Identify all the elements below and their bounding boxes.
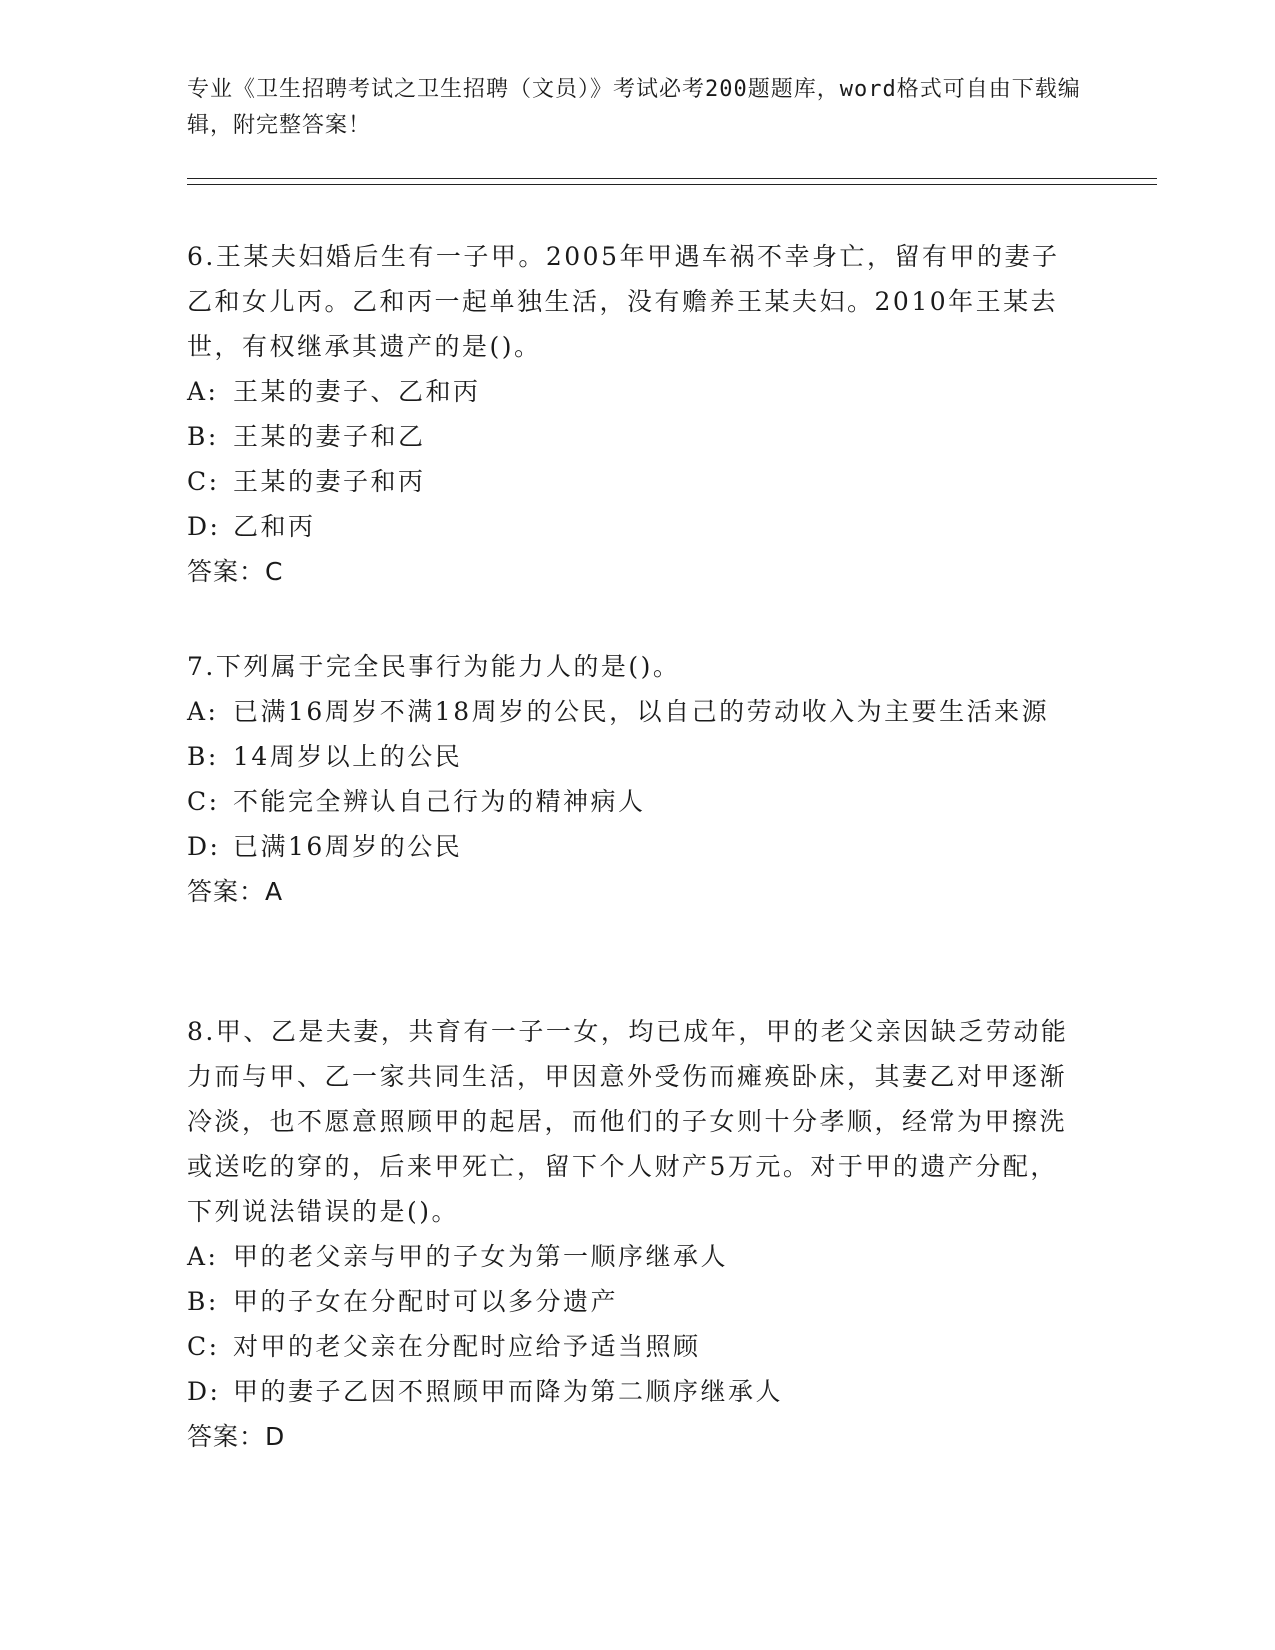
option-b	[187, 414, 1077, 459]
option-key: A:	[187, 1242, 219, 1271]
header-text: 专业《卫生招聘考试之卫生招聘（文员）》考试必考200题题库，word格式可自由下载编辑，附完整答案！	[187, 77, 1081, 138]
option-c	[187, 1324, 1077, 1369]
option-c	[187, 779, 1077, 824]
question-stem: 6.王某夫妇婚后生有一子甲。2005年甲遇车祸不幸身亡，留有甲的妻子乙和女儿丙。乙和丙一起单独生活，没有赡养王某夫妇。2010年王某去世，有权继承其遗产的是()。	[187, 242, 1060, 361]
option-text: 已满16周岁的公民	[233, 832, 463, 861]
option-b	[187, 1279, 1077, 1324]
option-a	[187, 369, 1077, 414]
option-text: 甲的老父亲与甲的子女为第一顺序继承人	[233, 1242, 729, 1271]
option-d	[187, 824, 1077, 869]
option-key: C:	[187, 787, 220, 816]
option-key: D:	[187, 512, 221, 541]
option-text: 甲的妻子乙因不照顾甲而降为第二顺序继承人	[233, 1377, 784, 1406]
question-stem: 8.甲、乙是夫妻，共育有一子一女，均已成年，甲的老父亲因缺乏劳动能力而与甲、乙一家共同生活，甲因意外受伤而瘫痪卧床，其妻乙对甲逐渐冷淡，也不愿意照顾甲的起居，而他们的子女则十分孝顺，经常为甲擦洗或送吃的穿的，后来甲死亡，留下个人财产5万元。对于甲的遗产分配，下列说法错误的是()。	[187, 1017, 1069, 1226]
question-stem: 7.下列属于完全民事行为能力人的是()。	[187, 652, 681, 681]
option-a	[187, 1234, 1077, 1279]
option-text: 对甲的老父亲在分配时应给予适当照顾	[233, 1332, 701, 1361]
option-c	[187, 459, 1077, 504]
option-d	[187, 504, 1077, 549]
option-text: 14周岁以上的公民	[233, 742, 463, 771]
option-key: A:	[187, 697, 219, 726]
option-text: 乙和丙	[233, 512, 316, 541]
question-7	[187, 644, 1077, 914]
question-6	[187, 234, 1077, 594]
option-text: 已满16周岁不满18周岁的公民，以自己的劳动收入为主要生活来源	[233, 697, 1050, 726]
option-key: A:	[187, 377, 219, 406]
header-divider-bottom	[187, 184, 1157, 185]
option-text: 王某的妻子和乙	[233, 422, 426, 451]
answer-line: 答案：C	[187, 557, 284, 586]
answer-line: 答案：D	[187, 1422, 286, 1451]
option-text: 王某的妻子、乙和丙	[233, 377, 481, 406]
option-key: B:	[187, 422, 219, 451]
option-key: C:	[187, 1332, 220, 1361]
option-d	[187, 1369, 1077, 1414]
option-key: B:	[187, 1287, 219, 1316]
question-8	[187, 1009, 1077, 1459]
document-header	[187, 72, 1087, 144]
header-divider-top	[187, 178, 1157, 179]
option-text: 甲的子女在分配时可以多分遗产	[233, 1287, 619, 1316]
option-key: B:	[187, 742, 219, 771]
option-key: D:	[187, 1377, 221, 1406]
option-text: 不能完全辨认自己行为的精神病人	[233, 787, 646, 816]
option-key: C:	[187, 467, 220, 496]
option-a	[187, 689, 1077, 734]
option-b	[187, 734, 1077, 779]
option-key: D:	[187, 832, 221, 861]
option-text: 王某的妻子和丙	[233, 467, 426, 496]
answer-line: 答案：A	[187, 877, 284, 906]
